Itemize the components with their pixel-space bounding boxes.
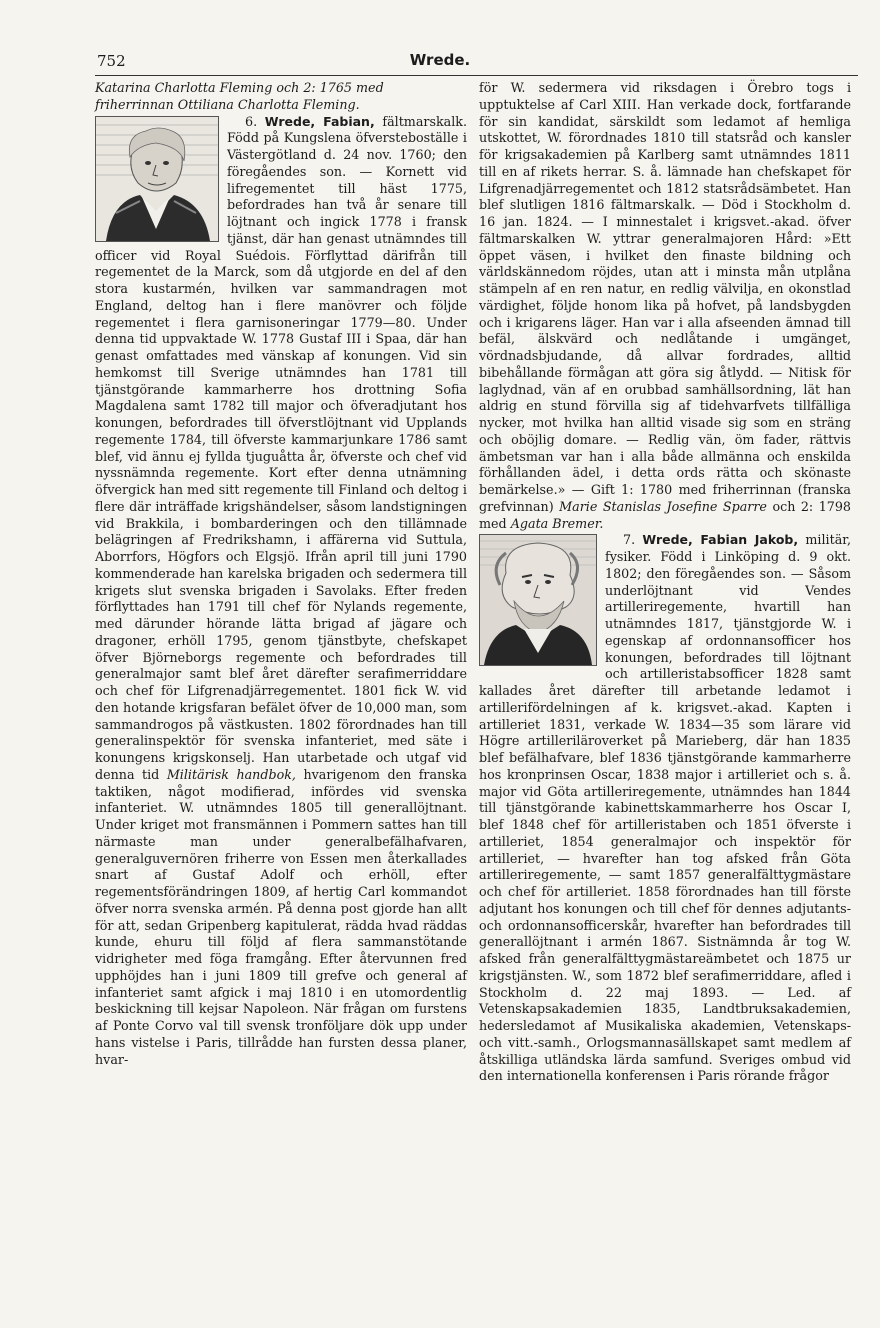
intro-line1: Katarina Charlotta Fleming och 2: 1765 med — [95, 80, 384, 95]
entry-6-text-continued: hvarigenom den franska taktiken, något modifierad, infördes vid svenska infanteriet. W. utnämndes 1805 till generallöjtnant. Under kriget mot fransmännen i Pommern sattes han till närmaste man under generalbefälhafvaren, generalguvernören friherre von Essen men återkallades snart af Gustaf Adolf och erhöll, efter regementsförändringen 1809, af hertig Carl kommandot öfver norra svenska armén. På denna post gjorde han allt för att, sedan Gripenberg kapitulerat, rädda hvad räddas kunde, ehuru till följd af flera sammanstötande vidrigheter med föga framgång. Efter återvunnen fred upphöjdes han i juni 1809 till grefve och general af infanteriet samt afgick i maj 1810 i en utomordentlig beskickning till kejsar Napoleon. När frågan om furstens af Ponte Corvo val till svensk tronföljare dök upp under hans vistelse i Paris, tillrådde han fursten dessa planer, hvar- — [95, 766, 467, 1067]
entry-6-wife-2: Agata Bremer. — [510, 515, 604, 531]
entry-6-continuation — [479, 80, 851, 532]
entry-6-book-title: Militärisk handbok, — [166, 766, 296, 782]
intro-line2: friherrinnan Ottiliana Charlotta Fleming. — [95, 96, 360, 112]
left-column — [95, 80, 467, 1068]
entry-6-wife-1: Marie Stanislas Josefine Sparre — [559, 498, 767, 514]
entry-6 — [95, 114, 467, 1069]
portrait-fabian-wrede-icon — [95, 116, 219, 242]
entry-7-number: 7. — [623, 532, 636, 548]
portrait-fabian-jakob-wrede-icon — [479, 534, 597, 666]
page-number: 752 — [97, 52, 126, 70]
running-head: Wrede. — [409, 51, 471, 69]
entry-6-name: Wrede, Fabian, — [264, 113, 375, 129]
entry-6-wife-join: och 2: 1798 med — [479, 498, 851, 531]
entry-6-right-text: för W. sedermera vid riksdagen i Örebro togs i upptuktelse af Carl XIII. Han verkade dock, fortfarande för sin kandidat, särskildt som ledamot af hemliga utskottet, W. förordnades 1810 till statsråd och kansler för krigsakademien på Karlberg samt utnämndes 1811 till en af rikets herrar. S. å. lämnade han chefskapet för Lifgrenadjärregementet och 1812 statsrådsämbetet. Han blef slutligen 1816 fältmarskalk. — Död i Stockholm d. 16 jan. 1824. — I minnestalet i krigsvet.-akad. öfver fältmarskalken W. yttrar generalmajoren Hård: »Ett öppet väsen, i hvilket den finaste bildning och världskännedom röjdes, utan att i minsta mån utplåna stämpeln af en ren natur, en redlig välvilja, en okonstlad värdighet, följde honom lika på hofvet, på landsbygden och i krigarens läger. Han var i alla afseenden ämnad till befäl, älskvärd och nedlåtande i umgänget, vördnadsbjudande, då allvar fordrades, alltid bibehållande förmågan att göra sig åtlydd. — Nitisk för laglydnad, vän af en orubbad samhällsordning, lät han aldrig en stund förvilla sig af tidehvarfvets tillfälliga nycker, mot hvilka han alltid visade sig som en sträng och oböjlig domare. — Redlig vän, öm fader, rättvis ämbetsman var han i alla både allmänna och enskilda förhållanden ädel, i detta ords rätta och skönaste bemärkelse.» — Gift 1: 1780 med friherrinnan (franska grefvinnan) — [479, 80, 851, 514]
entry-7-name: Wrede, Fabian Jakob, — [642, 532, 799, 548]
entry-7 — [479, 532, 851, 1085]
right-column — [479, 80, 851, 1085]
header-rule — [95, 75, 858, 76]
entry-6-text: fältmarskalk. Född på Kungslena öfversteboställe i Västergötland d. 24 nov. 1760; den föregåendes son. — Kornett vid lifregementet till häst 1775, befordrades han två år senare till löjtnant och ingick 1778 i fransk tjänst, där han genast utnämndes till officer vid Royal Suédois. Förflyttad därifrån till regementet de la Marck, som då utgjorde en del af den stora kustarmén, hvilken var sammandragen mot England, deltog han i flere manövrer och följde regementet i flera garnisoneringar 1779—80. Under denna tid uppvaktade W. 1778 Gustaf III i Spaa, där han genast omfattades med vänskap af konungen. Vid sin hemkomst till Sverige utnämndes han 1781 till tjänstgörande kammarherre hos drottning Sofia Magdalena samt 1782 till major och öfveradjutant hos konungen, befordrades till öfverstlöjtnant vid Upplands regemente 1784, till öfverste kammarjunkare 1786 samt blef, vid ännu ej fyllda tjuguåtta år, öfverste och chef vid nyssnämnda regemente. Kort efter denna utnämning öfvergick han med sitt regemente till Finland och deltog i flere där inträffade krigshändelser, såsom landstigningen vid Brakkila, i bombarderingen och den tillämnade belägringen af Fredrikshamn, i affärerna vid Suttula, Aborrfors, Högfors och Elgsjö. Ifrån april till juni 1790 kommenderade han karelska brigaden och sedermera till krigets slut svenska brigaden i Savolaks. Efter freden förflyttades han 1791 till chef för Nylands regemente, med därunder hörande lätta brigad af jägare och dragoner, erhöll 1795, genom tjänstbyte, chefskapet öfver Björneborgs regemente och befordrades till generalmajor samt blef året därefter serafimerriddare och chef för Lifgrenadjärregementet. 1801 fick W. vid den hotande krigsfaran befälet öfver de 10,000 man, som sammandrogos på västkusten. 1802 förordnades han till generalinspektör för svenska infanteriet, med säte i konungens krigskonselj. Han utarbetade och utgaf vid denna tid — [95, 113, 467, 782]
entry-7-text: militär, fysiker. Född i Linköping d. 9 okt. 1802; den föregåendes son. — Såsom underlöjtnant vid Vendes artilleriregemente, hvartill han utnämndes 1817, tjänstgjorde W. i egenskap af ordonnansofficer hos konungen, befordrades till löjtnant och artilleristabsofficer 1828 samt kallades året därefter till arbetande ledamot i artillerifördelningen af k. krigsvet.-akad. Kapten i artilleriet 1831, verkade W. 1834—35 som lärare vid Högre artilleriläroverket på Marieberg, där han 1835 blef befälhafvare, blef 1836 tjänstgörande kammarherre hos kronprinsen Oscar, 1838 major i artilleriet och s. å. major vid Göta artilleriregemente, utnämndes han 1844 till tjänstgörande kabinettskammarherre hos Oscar I, blef 1848 chef för artilleristaben och 1851 öfverste i artilleriet, 1854 generalmajor och inspektör för artilleriet, — hvarefter han tog afsked från Göta artilleriregemente, — samt 1857 generalfälttygmästare och chef för artilleriet. 1858 förordnades han till förste adjutant hos konungen och till chef för dennes adjutants- och ordonnansofficerskår, hvarefter han befordrades till generallöjtnant i armén 1867. Sistnämnda år tog W. afsked från generalfälttygmästareämbetet och 1875 ur krigstjänsten. W., som 1872 blef serafimerriddare, afled i Stockholm d. 22 maj 1893. — Led. af Vetenskapsakademien 1835, Landtbruksakademien, hedersledamot af Musikaliska akademien, Vetenskaps- och vitt.-samh., Orlogsmannasällskapet samt medlem af åtskilliga utländska lärda samfund. Sveriges ombud vid den internationella konferensen i Paris rörande frågor — [479, 532, 851, 1084]
entry-6-number: 6. — [245, 113, 258, 129]
intro-paragraph — [95, 80, 467, 114]
